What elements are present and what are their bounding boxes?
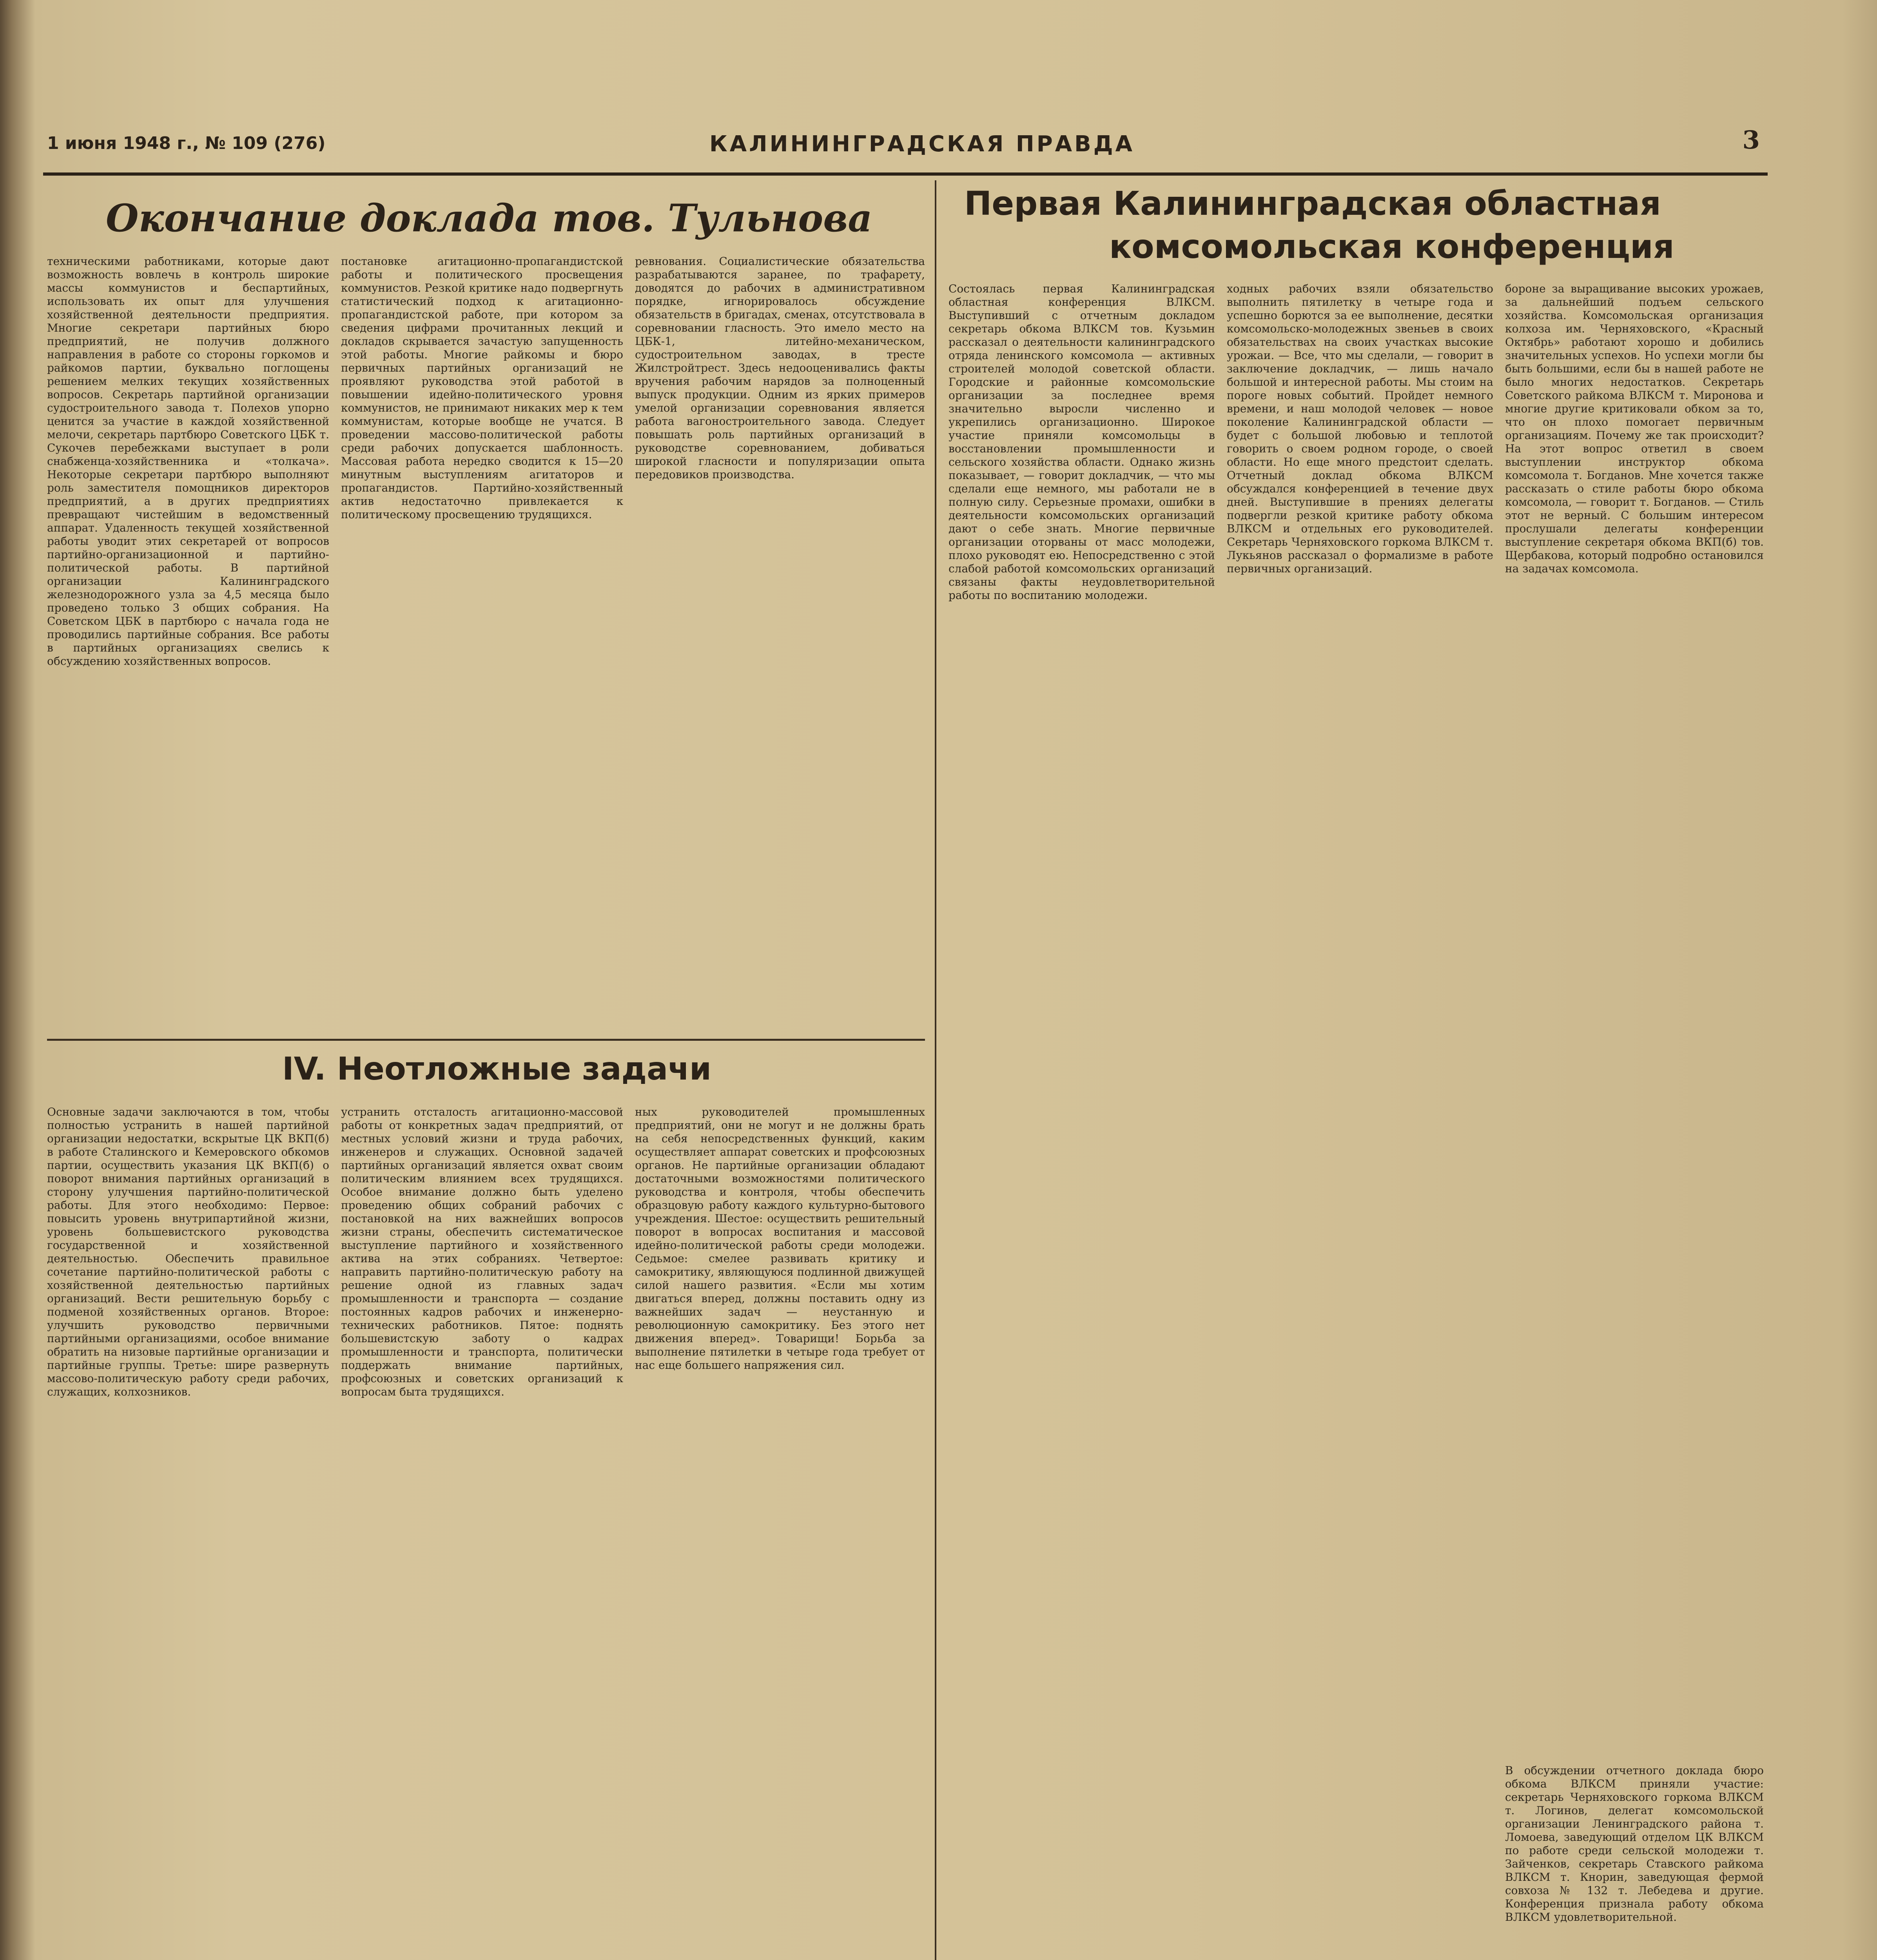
tasks-column-2: устранить отсталость агитационно-массовой работы от конкретных задач предприятий, от местных условий жизни и труда рабочих, инженеров и служащих. Основной задачей партийных организаций является охват своим политическим влиянием всех трудящихся. Особое внимание должно быть уделено проведению общих собраний рабочих с постановкой на них важнейших вопросов жизни страны, обеспечить систематическое выступление партийного и хозяйственного актива на этих собраниях. Четвертое: направить партийно-политическую работу на решение одной из главных задач промышленности и транспорта — создание постоянных кадров рабочих и инженерно-технических работников. Пятое: поднять большевистскую заботу о кадрах промышленности и транспорта, политически поддержать внимание партийных, профсоюзных и советских организаций к вопросам быта трудящихся. xyxy=(341,1105,623,1398)
tasks-column-3: ных руководителей промышленных предприятий, они не могут и не должны брать на себя непосредственных функций, каким осуществляет аппарат советских и профсоюзных органов. Не партийные организации обладают достаточными возможностями политического руководства и контроля, чтобы обеспечить образцовую работу каждого культурно-бытового учреждения. Шестое: осуществить решительный поворот в вопросах воспитания и массовой идейно-политической работы среди молодежи. Седьмое: смелее развивать критику и самокритику, являющуюся подлинной движущей силой нашего развития. «Если мы хотим двигаться вперед, должны поставить одну из важнейших задач — неустанную и революционную самокритику. Без этого нет движения вперед». Товарищи! Борьба за выполнение пятилетки в четыре года требует от нас еще большего напряжения сил. xyxy=(635,1105,925,1372)
main-column-divider xyxy=(935,180,936,1960)
conference-column-3b: В обсуждении отчетного доклада бюро обкома ВЛКСМ приняли участие: секретарь Черняховского горкома ВЛКСМ т. Логинов, делегат комсомольской организации Ленинградского района т. Ломоева, заведующий отделом ЦК ВЛКСМ по работе среди сельской молодежи т. Зайченков, секретарь Ставского райкома ВЛКСМ т. Кнорин, заведующая фермой совхоза № 132 т. Лебедева и другие. Конференция признала работу обкома ВЛКСМ удовлетворительной. xyxy=(1505,1764,1764,1924)
conference-column-3: бороне за выращивание высоких урожаев, за дальнейший подъем сельского хозяйства. Комсомольская организация колхоза им. Черняховского, «Красный Октябрь» работают хорошо и добились значительных успехов. Но успехи могли бы быть большими, если бы в нашей работе не было многих недостатков. Секретарь Советского райкома ВЛКСМ т. Миронова и многие другие критиковали обком за то, что он плохо помогает первичным организациям. Почему же так происходит? На этот вопрос ответил в своем выступлении инструктор обкома комсомола т. Богданов. Мне хочется также рассказать о стиле работы бюро обкома комсомола, — говорит т. Богданов. — Стиль этот не верный. С большим интересом прослушали делегаты конференции выступление секретаря обкома ВКП(б) тов. Щербакова, который подробно остановился на задачах комсомола. xyxy=(1505,282,1764,575)
report-column-2: постановке агитационно-пропагандистской работы и политического просвещения коммунистов. Резкой критике надо подвергнуть статистический подход к агитационно-пропагандистской работе, при котором за сведения цифрами прочитанных лекций и докладов скрывается зачастую запущенность этой работы. Многие райкомы и бюро первичных партийных организаций не проявляют руководства этой работой в повышении идейно-политического уровня коммунистов, не принимают никаких мер к тем коммунистам, которые вообще не учатся. В проведении массово-политической работы среди рабочих допускается шаблонность. Массовая работа нередко сводится к 15—20 минутным выступлениям агитаторов и пропагандистов. Партийно-хозяйственный актив недостаточно привлекается к политическому просвещению трудящихся. xyxy=(341,255,623,521)
report-headline: Окончание доклада тов. Тульнова xyxy=(106,196,872,240)
report-column-3: ревнования. Социалистические обязательства разрабатываются заранее, по трафарету, доводятся до рабочих в административном порядке, игнорировалось обсуждение обязательств в бригадах, сменах, отсутствовала в соревновании гласность. Это имело место на ЦБК-1, литейно-механическом, судостроительном заводах, в тресте Жилстройтрест. Здесь недооценивались факты вручения рабочим нарядов за полноценный выпуск продукции. Одним из ярких примеров умелой организации соревнования является работа вагоностроительного завода. Следует повышать роль партийных организаций в руководстве соревнованием, добиваться широкой гласности и популяризации опыта передовиков производства. xyxy=(635,255,925,481)
newspaper-header xyxy=(43,125,1768,176)
tasks-column-1: Основные задачи заключаются в том, чтобы полностью устранить в нашей партийной организации недостатки, вскрытые ЦК ВКП(б) в работе Сталинского и Кемеровского обкомов партии, осуществить указания ЦК ВКП(б) о поворот внимания партийных организаций в сторону улучшения партийно-политической работы. Для этого необходимо: Первое: повысить уровень внутрипартийной жизни, уровень большевистского руководства государственной и хозяйственной деятельностью. Обеспечить правильное сочетание партийно-политической работы с хозяйственной деятельностью партийных организаций. Вести решительную борьбу с подменой хозяйственных органов. Второе: улучшить руководство первичными партийными организациями, особое внимание обратить на низовые партийные организации и партийные группы. Третье: шире развернуть массово-политическую работу среди рабочих, служащих, колхозников. xyxy=(47,1105,329,1398)
page-number: 3 xyxy=(1742,125,1760,155)
report-column-1: техническими работниками, которые дают возможность вовлечь в контроль широкие массы коммунистов и беспартийных, использовать их опыт для улучшения хозяйственной деятельности предприятия. Многие секретари партийных бюро предприятий, не получив должного направления в работе со стороны горкомов и райкомов партии, буквально поглощены решением мелких текущих хозяйственных вопросов. Секретарь партийной организации судостроительного завода т. Полехов упорно ценится за участие в каждой хозяйственной мелочи, секретарь партбюро Советского ЦБК т. Сукочев перебежками выступает в роли снабженца-хозяйственника и «толкача». Некоторые секретари партбюро выполняют роль заместителя помощников директоров предприятий, а в других предприятиях превращают чистейшим в ведомственный аппарат. Удаленность текущей хозяйственной работы уводит этих секретарей от вопросов партийно-организационной и партийно-политической работы. В партийной организации Калининградского железнодорожного узла за 4,5 месяца было проведено только 3 общих собрания. На Советском ЦБК в партбюро с начала года не проводились партийные собрания. Все работы в партийных организациях свелись к обсуждению хозяйственных вопросов. xyxy=(47,255,329,668)
conference-column-2: ходных рабочих взяли обязательство выполнить пятилетку в четыре года и успешно борются за ее выполнение, десятки комсомольско-молодежных звеньев в своих обязательствах на своих участках высокие урожаи. — Все, что мы сделали, — говорит в заключение докладчик, — лишь начало большой и интересной работы. Мы стоим на пороге новых событий. Пройдет немного времени, и наш молодой человек — новое поколение Калининградской области — будет с большой любовью и теплотой говорить о своем родном городе, о своей области. Но еще много предстоит сделать. Отчетный доклад обкома ВЛКСМ обсуждался конференцией в течение двух дней. Выступившие в прениях делегаты подвергли резкой критике работу обкома ВЛКСМ и отдельных его руководителей. Секретарь Черняховского горкома ВЛКСМ т. Лукьянов рассказал о формализме в работе первичных организаций. xyxy=(1227,282,1493,575)
issue-date: 1 июня 1948 г., № 109 (276) xyxy=(47,133,326,153)
conference-headline-line1: Первая Калининградская областная xyxy=(964,184,1661,223)
conference-column-1: Состоялась первая Калининградская областная конференция ВЛКСМ. Выступивший с отчетным докладом секретарь обкома ВЛКСМ тов. Кузьмин рассказал о деятельности калининградского отряда ленинского комсомола — активных строителей молодой советской области. Городские и районные комсомольские организации за последнее время значительно выросли численно и укрепились организационно. Широкое участие приняли комсомольцы в восстановлении промышленности и сельского хозяйства области. Однако жизнь показывает, — говорит докладчик, — что мы сделали еще немного, мы работали не в полную силу. Серьезные промахи, ошибки в деятельности комсомольских организаций дают о себе знать. Многие первичные организации оторваны от масс молодежи, плохо руководят ею. Непосредственно с этой слабой работой комсомольских организаций связаны факты неудовлетворительной работы по воспитанию молодежи. xyxy=(948,282,1215,602)
newspaper-title: КАЛИНИНГРАДСКАЯ ПРАВДА xyxy=(709,131,1135,157)
section-rule xyxy=(47,1039,925,1041)
conference-headline-line2: комсомольская конференция xyxy=(1109,227,1674,266)
section-title: IV. Неотложные задачи xyxy=(282,1051,712,1087)
